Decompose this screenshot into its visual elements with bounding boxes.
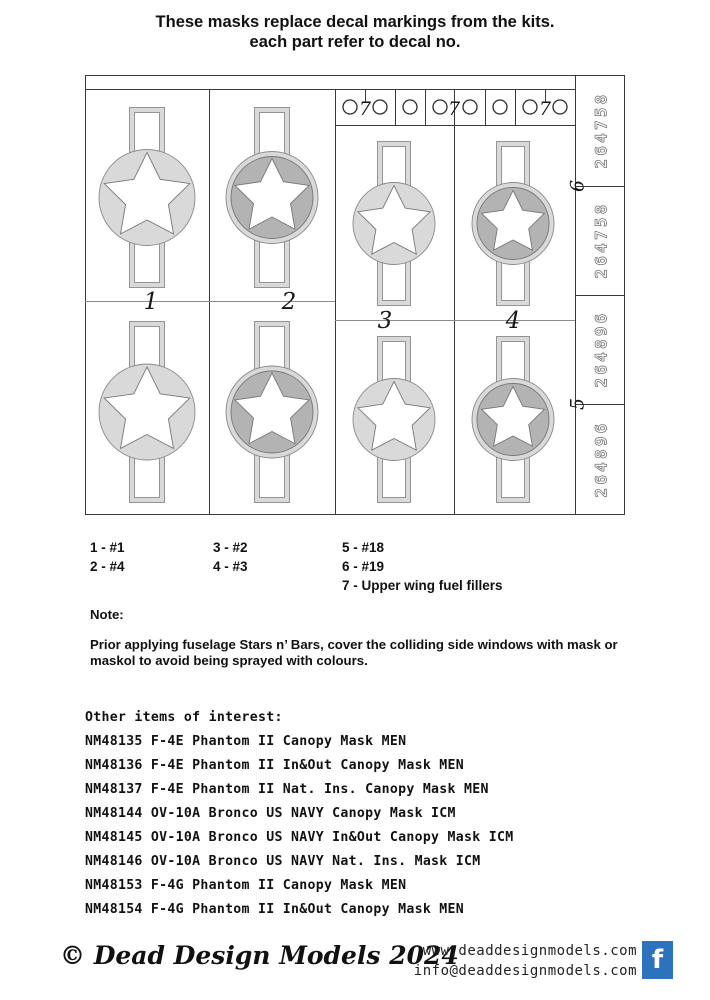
page-title xyxy=(0,13,710,52)
fuel-filler-circle xyxy=(403,100,417,114)
list-item: NM48137 F-4E Phantom II Nat. Ins. Canopy Mask MEN xyxy=(85,782,489,797)
side-code-column xyxy=(592,92,611,498)
other-items-list xyxy=(85,706,513,922)
facebook-icon[interactable] xyxy=(642,941,673,979)
side-code: 264758 xyxy=(591,91,611,169)
note-body: Prior applying fuselage Stars n’ Bars, cover the colliding side windows with mask or maskol to avoid being sprayed with colours. xyxy=(90,637,618,668)
title-line-2: each part refer to decal no. xyxy=(249,32,461,51)
list-item: NM48154 F-4G Phantom II In&Out Canopy Mask MEN xyxy=(85,902,465,917)
fuel-filler-circle xyxy=(433,100,447,114)
legend-item: 3 - #2 xyxy=(213,540,248,555)
legend-column-3 xyxy=(342,538,503,595)
side-section-label-5: 5 xyxy=(566,397,589,411)
mask-sheet-diagram xyxy=(85,75,625,515)
note-heading: Note: xyxy=(90,607,124,622)
legend-item: 2 - #4 xyxy=(90,559,125,574)
side-code: 264758 xyxy=(591,201,611,279)
legend-column-2 xyxy=(213,538,248,576)
title-line-1: These masks replace decal markings from the kits. xyxy=(155,13,555,31)
list-item: NM48135 F-4E Phantom II Canopy Mask MEN xyxy=(85,734,407,749)
legend-item: 7 - Upper wing fuel fillers xyxy=(342,578,503,593)
part-label-2: 2 xyxy=(281,289,297,315)
legend-item: 5 - #18 xyxy=(342,540,385,555)
fuel-filler-label: 7 xyxy=(447,98,461,120)
fuel-filler-label: 7 xyxy=(358,98,372,120)
website-link[interactable]: www.deaddesignmodels.com xyxy=(422,943,637,959)
legend-item: 4 - #3 xyxy=(213,559,248,574)
email-link[interactable]: info@deaddesignmodels.com xyxy=(413,963,637,979)
fuel-filler-circle xyxy=(343,100,357,114)
list-item: NM48144 OV-10A Bronco US NAVY Canopy Mask ICM xyxy=(85,806,456,821)
legend-column-1 xyxy=(90,538,125,576)
fuel-filler-circle xyxy=(493,100,507,114)
side-code: 264896 xyxy=(591,420,611,498)
list-item: NM48153 F-4G Phantom II Canopy Mask MEN xyxy=(85,878,407,893)
list-item: NM48146 OV-10A Bronco US NAVY Nat. Ins. Mask ICM xyxy=(85,854,481,869)
part-label-3: 3 xyxy=(377,308,393,334)
facebook-f-glyph: f xyxy=(651,945,664,975)
fuel-filler-circle xyxy=(553,100,567,114)
contact-links xyxy=(414,941,637,981)
fuel-filler-circle xyxy=(523,100,537,114)
mask-shapes-layer xyxy=(99,108,554,503)
copyright-signature: © Dead Design Models 2024 xyxy=(60,941,459,970)
legend-item: 6 - #19 xyxy=(342,559,385,574)
side-code: 264896 xyxy=(591,310,611,388)
other-items-heading: Other items of interest: xyxy=(85,710,283,725)
list-item: NM48136 F-4E Phantom II In&Out Canopy Mask MEN xyxy=(85,758,465,773)
side-section-label-6: 6 xyxy=(566,179,589,193)
legend-item: 1 - #1 xyxy=(90,540,125,555)
part-label-1: 1 xyxy=(143,289,159,315)
part-label-4: 4 xyxy=(505,308,521,334)
list-item: NM48145 OV-10A Bronco US NAVY In&Out Canopy Mask ICM xyxy=(85,830,514,845)
fuel-filler-circle xyxy=(463,100,477,114)
fuel-filler-label: 7 xyxy=(538,98,552,120)
fuel-filler-circle xyxy=(373,100,387,114)
